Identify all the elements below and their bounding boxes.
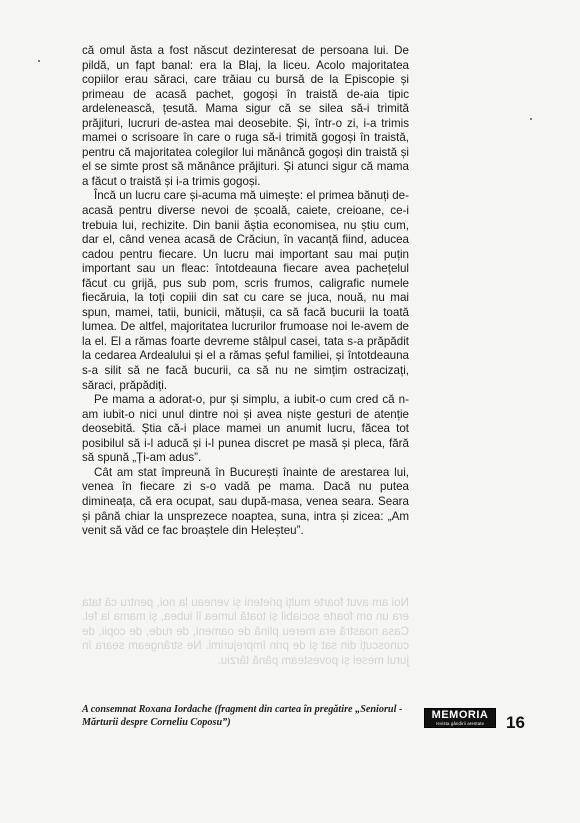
article-paragraph-1: că omul ăsta a fost născut dezinteresat de persoana lui. De pildă, un fapt banal: era la Blaj, la liceu. Acolo majoritatea copiilor erau săraci, care trăiau cu bursă de la Episcopie și primeau de acasă pachet, gogoși în traistă de-aia tipic ardelenească, țesută. Mama sigur că se silea să-i trimită prăjituri, lucruri de-astea mai deosebite. Și, într-o zi, i-a trimis mamei o scrisoare în care o ruga să-i trimită gogoși în traistă, pentru că majoritatea colegilor lui mănâncă gogoși din traistă și el se simte prost să mănânce prăjituri. Și atunci sigur că mama a făcut o traistă și i-a trimis gogoși. (82, 44, 409, 188)
logo-subtitle: revista gândirii arestate (435, 721, 485, 726)
show-through-paragraph: Noi am avut foarte mulți prieteni și veneau la noi, pentru că tata era un om foarte sociabil și toată lumea îl iubea, și mama la fel. Casa noastră era mereu plină de oameni, de rude, de copii, de cunoscuți din sat și de prin împrejurimi. Ne strângeam seara în jurul mesei și povesteam până târziu. (82, 596, 409, 667)
article-credit: A consemnat Roxana Iordache (fragment din cartea în pregătire „Seniorul - Mărturii despre Corneliu Coposu”) (82, 704, 403, 728)
memoria-logo (424, 708, 496, 728)
show-through-text (82, 596, 409, 668)
article-paragraph-4: Cât am stat împreună în București înainte de arestarea lui, venea în fiecare zi s-o vadă pe mama. Dacă nu putea dimineața, că era ocupat, sau după-masa, venea seara. Seara și până chiar la unsprezece noaptea, suna, intra și zicea: „Am venit să văd ce fac broaștele din Heleșteu”. (82, 465, 409, 538)
page-number: 16 (506, 713, 525, 732)
article-paragraph-3: Pe mama a adorat-o, pur și simplu, a iubit-o cum cred că n-am iubit-o nici unul dintre noi și avea niște gesturi de atenție deosebită. Știa că-i place mamei un anumit lucru, făcea tot posibilul să i-l aducă și i-l punea discret pe masă și pleca, fără să spună „Ți-am adus”. (82, 393, 409, 465)
article-paragraph-2: Încă un lucru care și-acuma mă uimește: el primea bănuți de-acasă pentru diverse nevoi de școală, caiete, creioane, ce-i trebuia lui, rechizite. Din banii ăștia economisea, nu știu cum, dar el, când venea acasă de Crăciun, în vacanță fiind, aducea cadou pentru fiecare. Un lucru mai important sau mai puțin important sau un fleac: întotdeauna fiecare avea pachețelul făcut cu grijă, pus sub pom, scris frumos, caligrafic numele fiecăruia, la toți copiii din sat cu care se juca, nouă, nu mai spun, mamei, tatii, bunicii, mătușii, ca să facă bucurii la toată lumea. De altfel, majoritatea lucrurilor frumoase noi le-avem de la el. El a rămas foarte devreme stâlpul casei, tata s-a prăpădit la cedarea Ardealului și el a rămas șeful familiei, și întotdeauna s-a silit să ne facă bucurii, ca să nu ne simțim ostracizați, săraci, prăpădiți. (82, 189, 409, 392)
logo-title: MEMORIA (431, 709, 489, 721)
scan-speck (530, 118, 532, 120)
scan-speck (38, 60, 40, 62)
article-body (82, 44, 409, 539)
